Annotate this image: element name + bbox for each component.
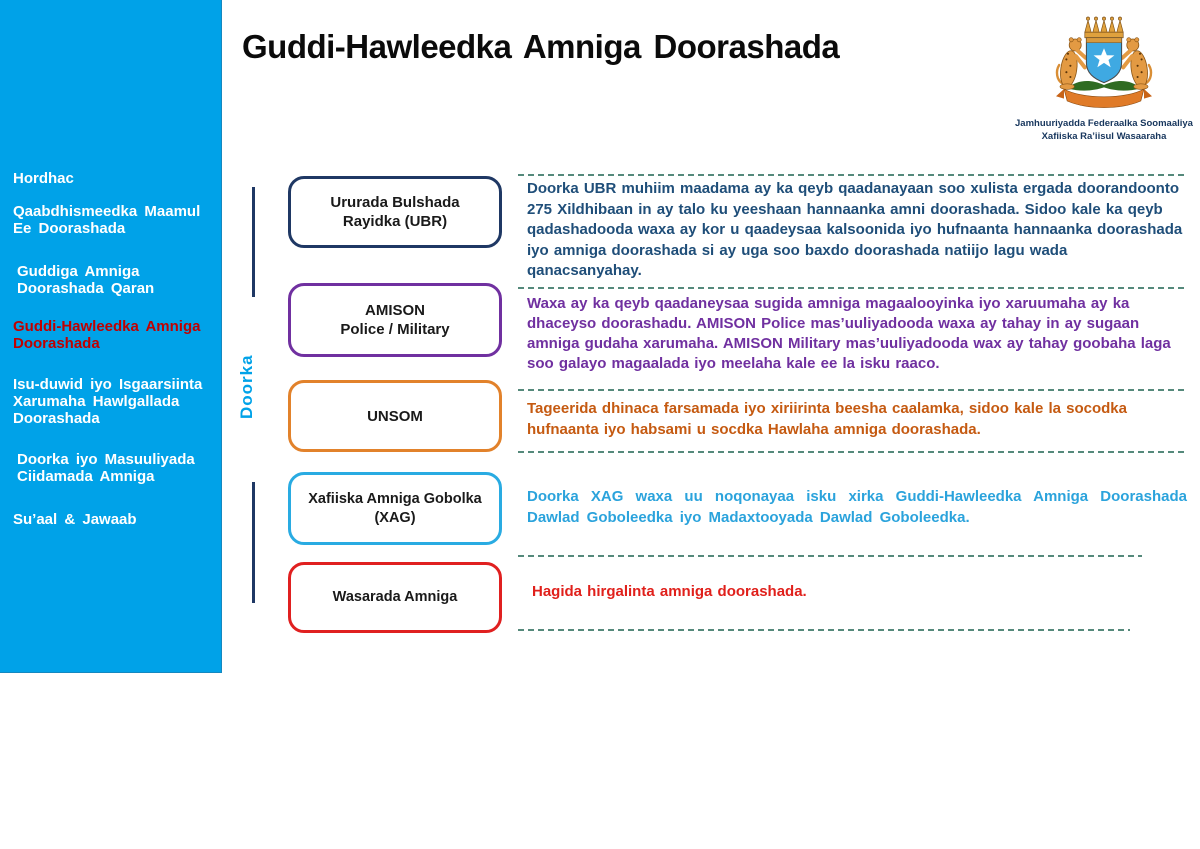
dashed-divider bbox=[518, 629, 1130, 631]
role-axis-label: Doorka bbox=[237, 354, 256, 420]
org-box-xag bbox=[288, 472, 502, 545]
org-box-wasarada-line1: Wasarada Amniga bbox=[332, 589, 458, 605]
dashed-divider bbox=[518, 389, 1186, 391]
org-box-amison-line1: AMISON bbox=[365, 302, 425, 319]
sidebar-item-doorka-iyo-masuuliyada[interactable]: Doorka iyo Masuuliyada Ciidamada Amniga bbox=[17, 451, 195, 485]
somalia-coat-of-arms-icon bbox=[1040, 5, 1168, 117]
desc-amison: Waxa ay ka qeyb qaadaneysaa sugida amniga magaalooyinka iyo xaruumaha ay ka dhaceyso doorashadu. AMISON Police mas’uuliyadooda waxa ay tahay in ay sugaan amniga gudaha xarumaha. AMISON Military mas’uuliyadooda wax ay tahay goobaha laga soo galayo magaalada iyo meelaha kale ee la isku raaco. bbox=[527, 295, 1171, 372]
org-box-unsom bbox=[288, 380, 502, 452]
org-box-ubr-line2: Rayidka (UBR) bbox=[342, 213, 448, 230]
sidebar bbox=[0, 0, 222, 673]
page-title: Guddi-Hawleedka Amniga Doorashada bbox=[242, 28, 840, 65]
sidebar-item-guddi-hawleedka-active[interactable]: Guddi-Hawleedka Amniga Doorashada bbox=[13, 318, 201, 352]
logo-caption-line1: Jamhuuriyadda Federaalka Soomaaliya bbox=[1015, 118, 1193, 129]
sidebar-item-qaabdhismeedka[interactable]: Qaabdhismeedka Maamul Ee Doorashada bbox=[13, 203, 201, 237]
org-box-ubr bbox=[288, 176, 502, 248]
org-box-unsom-line1: UNSOM bbox=[367, 407, 423, 425]
role-bracket-line-bottom bbox=[252, 482, 255, 603]
desc-wasarada: Hagida hirgalinta amniga doorashada. bbox=[532, 583, 807, 600]
org-box-amison bbox=[288, 283, 502, 357]
org-box-wasarada bbox=[288, 562, 502, 633]
logo-caption-line2: Xafiiska Ra’iisul Wasaaraha bbox=[1041, 131, 1167, 142]
desc-xag: Doorka XAG waxa uu noqonayaa isku xirka Guddi-Hawleedka Amniga Doorashada Dawlad Goboleedka iyo Madaxtooyada Dawlad Goboleedka. bbox=[527, 488, 1187, 526]
role-bracket-line-top bbox=[252, 187, 255, 297]
sidebar-item-suaal-jawaab[interactable]: Su’aal & Jawaab bbox=[13, 511, 137, 528]
dashed-divider bbox=[518, 451, 1186, 453]
desc-ubr: Doorka UBR muhiim maadama ay ka qeyb qaadanayaan soo xulista ergada doorandoonto 275 Xildhibaan in ay talo ku yeeshaan hannaanka amni doorashada. Sidoo kale ka qeyb qadashadooda waxa ay kor u qaadeysaa kalsoonida iyo hufnaanta hannaanka doorashada iyo amniga doorashada si ay uga soo baxdo doorashada natiijo lagu wada qanacsanyahay. bbox=[527, 180, 1183, 279]
sidebar-item-guddiga-amniga[interactable]: Guddiga Amniga Doorashada Qaran bbox=[17, 263, 155, 297]
sidebar-item-isu-duwid[interactable]: Isu-duwid iyo Isgaarsiinta Xarumaha Hawlgallada Doorashada bbox=[13, 376, 203, 427]
dashed-divider bbox=[518, 174, 1186, 176]
desc-unsom: Tageerida dhinaca farsamada iyo xiriirinta beesha caalamka, sidoo kale la socodka hufnaanta iyo habsami u socdka Hawlaha amniga doorashada. bbox=[527, 400, 1127, 438]
dashed-divider bbox=[518, 555, 1142, 557]
logo bbox=[1012, 5, 1196, 143]
org-box-amison-line2: Police / Military bbox=[340, 321, 450, 338]
org-box-ubr-line1: Ururada Bulshada bbox=[330, 194, 460, 211]
org-box-xag-line2: (XAG) bbox=[374, 509, 416, 526]
org-box-xag-line1: Xafiiska Amniga Gobolka bbox=[308, 490, 482, 507]
sidebar-item-hordhac[interactable]: Hordhac bbox=[13, 170, 74, 187]
dashed-divider bbox=[518, 287, 1186, 289]
